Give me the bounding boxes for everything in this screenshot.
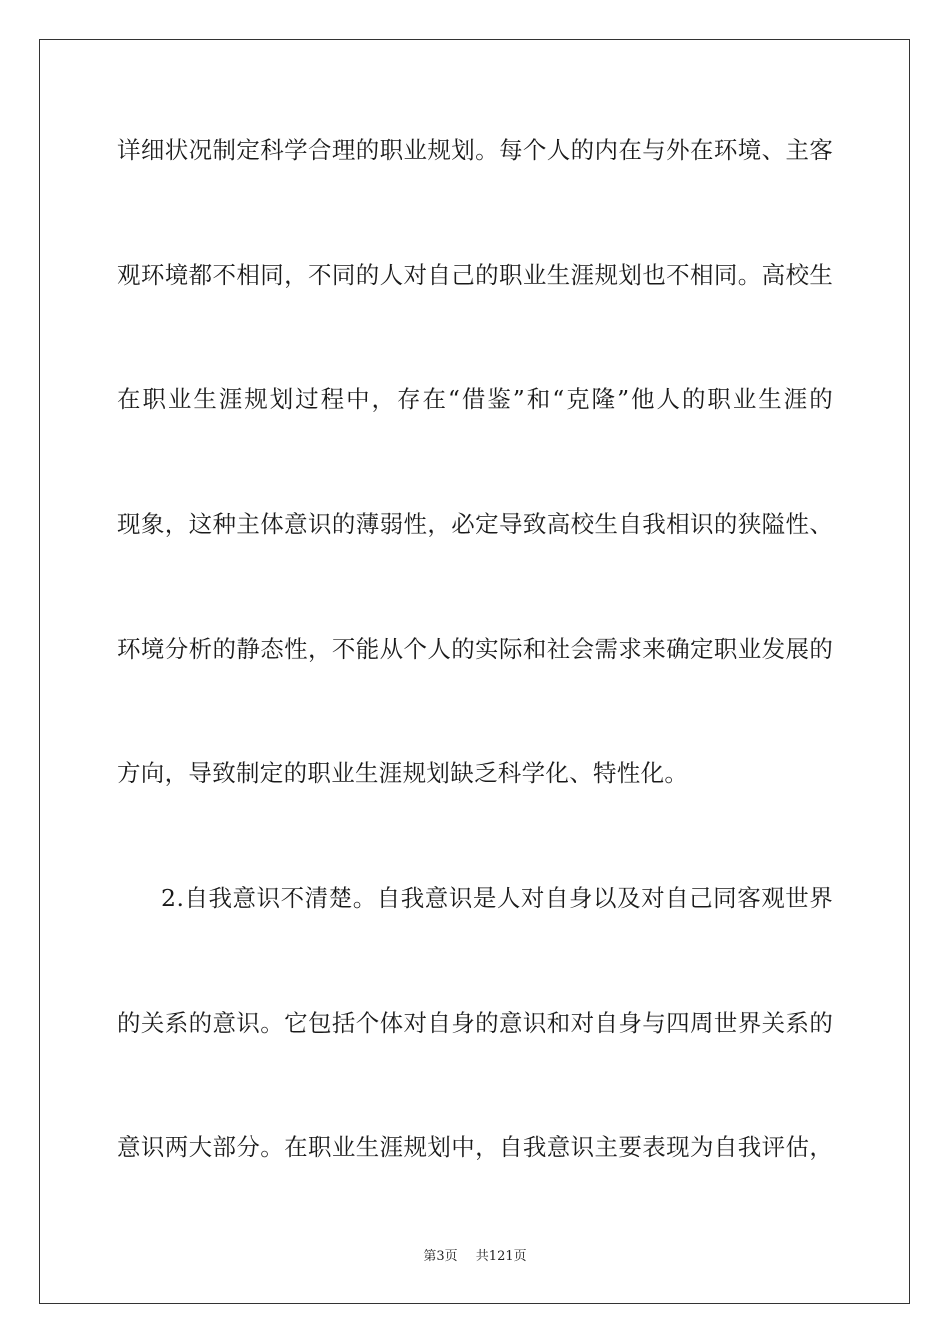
text-line: 详细状况制定科学合理的职业规划。每个人的内在与外在环境、主客 — [117, 136, 834, 164]
text-line: 的关系的意识。它包括个体对自身的意识和对自身与四周世界关系的 — [117, 1009, 834, 1037]
text-line: 环境分析的静态性，不能从个人的实际和社会需求来确定职业发展的 — [117, 635, 834, 663]
text-line-indented: 2.自我意识不清楚。自我意识是人对自身以及对自己同客观世界 — [161, 884, 834, 912]
page-border — [39, 39, 910, 1304]
page-number: 第3页 — [423, 1249, 458, 1264]
text-line: 观环境都不相同，不同的人对自己的职业生涯规划也不相同。高校生 — [117, 261, 834, 289]
text-line: 在职业生涯规划过程中，存在“借鉴”和“克隆”他人的职业生涯的 — [117, 385, 834, 413]
page-footer — [0, 1248, 950, 1266]
text-line: 方向，导致制定的职业生涯规划缺乏科学化、特性化。 — [117, 759, 689, 787]
text-line: 意识两大部分。在职业生涯规划中，自我意识主要表现为自我评估， — [117, 1133, 834, 1161]
text-line: 现象，这种主体意识的薄弱性，必定导致高校生自我相识的狭隘性、 — [117, 510, 834, 538]
total-pages: 共121页 — [475, 1249, 527, 1264]
